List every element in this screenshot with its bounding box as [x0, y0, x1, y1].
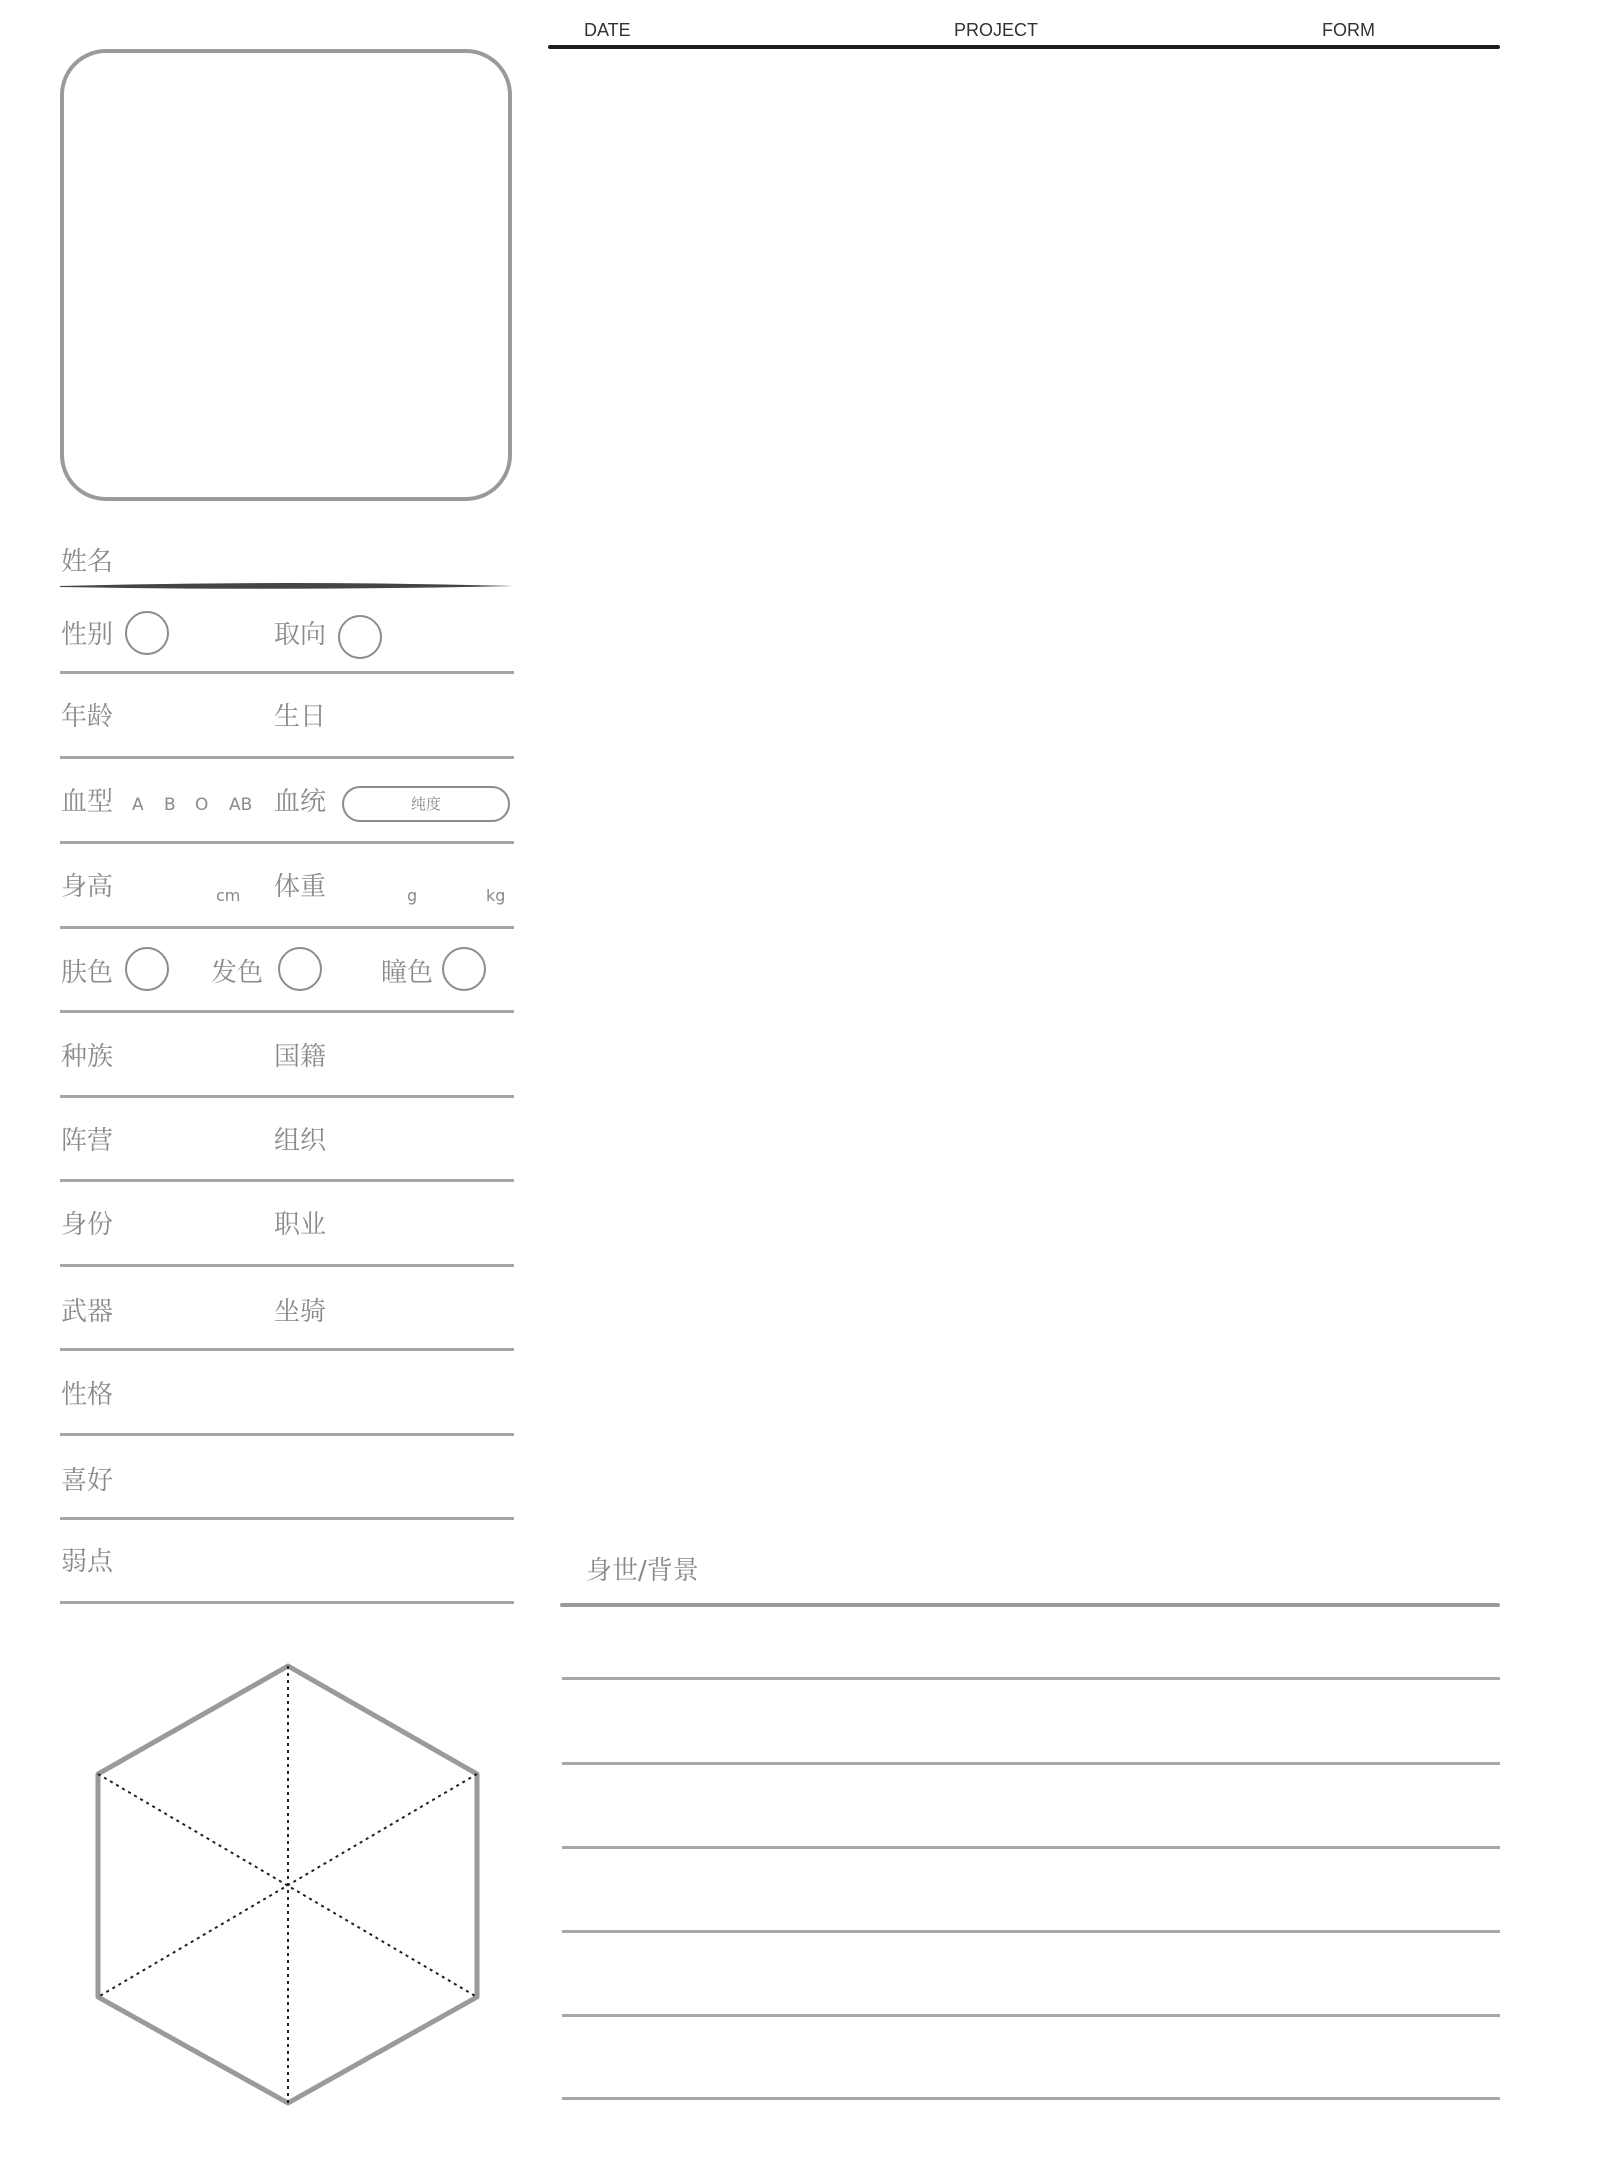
project-label: PROJECT: [954, 20, 1039, 40]
eye-color-circle[interactable]: [442, 947, 486, 991]
row-rule: [60, 671, 514, 674]
row-rule: [60, 756, 514, 759]
personality-label: 性格: [61, 1380, 114, 1410]
birthday-label: 生日: [274, 702, 327, 732]
hair-color-circle[interactable]: [278, 947, 322, 991]
weight-unit-kg: kg: [486, 886, 506, 905]
row-rule: [60, 1010, 514, 1013]
height-unit: cm: [216, 886, 241, 905]
background-line[interactable]: [562, 1762, 1500, 1765]
header-rule: [548, 45, 1500, 49]
gender-label: 性别: [61, 620, 114, 650]
row-rule: [60, 1348, 514, 1351]
row-rule: [60, 1264, 514, 1267]
weight-unit-g: g: [407, 886, 418, 905]
portrait-frame[interactable]: [60, 49, 512, 501]
hair-color-label: 发色: [211, 958, 264, 988]
row-rule: [60, 1517, 514, 1520]
orientation-circle[interactable]: [338, 615, 382, 659]
weapon-label: 武器: [61, 1297, 114, 1327]
row-rule: [60, 841, 514, 844]
race-label: 种族: [61, 1042, 114, 1072]
name-label: 姓名: [61, 547, 114, 577]
hexagon-axis: [98, 1774, 477, 1997]
background-title-rule: [560, 1603, 1500, 1607]
blood-option-b[interactable]: B: [164, 795, 176, 815]
height-label: 身高: [61, 872, 114, 902]
background-line[interactable]: [562, 2097, 1500, 2100]
hexagon-axis: [98, 1774, 477, 1997]
purity-field[interactable]: 纯度: [342, 786, 510, 822]
skin-color-circle[interactable]: [125, 947, 169, 991]
skin-color-label: 肤色: [61, 958, 114, 988]
hexagon-outline: [98, 1666, 477, 2103]
background-line[interactable]: [562, 1930, 1500, 1933]
orientation-label: 取向: [274, 620, 327, 650]
nationality-label: 国籍: [274, 1042, 327, 1072]
identity-label: 身份: [61, 1210, 114, 1240]
row-rule: [60, 1433, 514, 1436]
blood-option-ab[interactable]: AB: [229, 795, 253, 815]
blood-option-o[interactable]: O: [195, 795, 209, 815]
weight-label: 体重: [274, 872, 327, 902]
form-label: FORM: [1322, 20, 1375, 40]
background-title: 身世/背景: [586, 1556, 699, 1586]
eye-color-label: 瞳色: [381, 958, 434, 988]
gender-circle[interactable]: [125, 611, 169, 655]
background-line[interactable]: [562, 2014, 1500, 2017]
name-underline: [60, 583, 514, 589]
lineage-label: 血统: [274, 787, 327, 817]
date-label: DATE: [584, 20, 631, 40]
hobby-label: 喜好: [61, 1466, 114, 1496]
blood-type-label: 血型: [61, 787, 114, 817]
blood-option-a[interactable]: A: [132, 795, 144, 815]
age-label: 年龄: [61, 702, 114, 732]
organization-label: 组织: [274, 1126, 327, 1156]
weakness-label: 弱点: [61, 1547, 114, 1577]
mount-label: 坐骑: [274, 1297, 327, 1327]
row-rule: [60, 1095, 514, 1098]
background-line[interactable]: [562, 1677, 1500, 1680]
row-rule: [60, 1179, 514, 1182]
row-rule: [60, 926, 514, 929]
row-rule: [60, 1601, 514, 1604]
background-line[interactable]: [562, 1846, 1500, 1849]
faction-label: 阵营: [61, 1126, 114, 1156]
occupation-label: 职业: [274, 1210, 327, 1240]
